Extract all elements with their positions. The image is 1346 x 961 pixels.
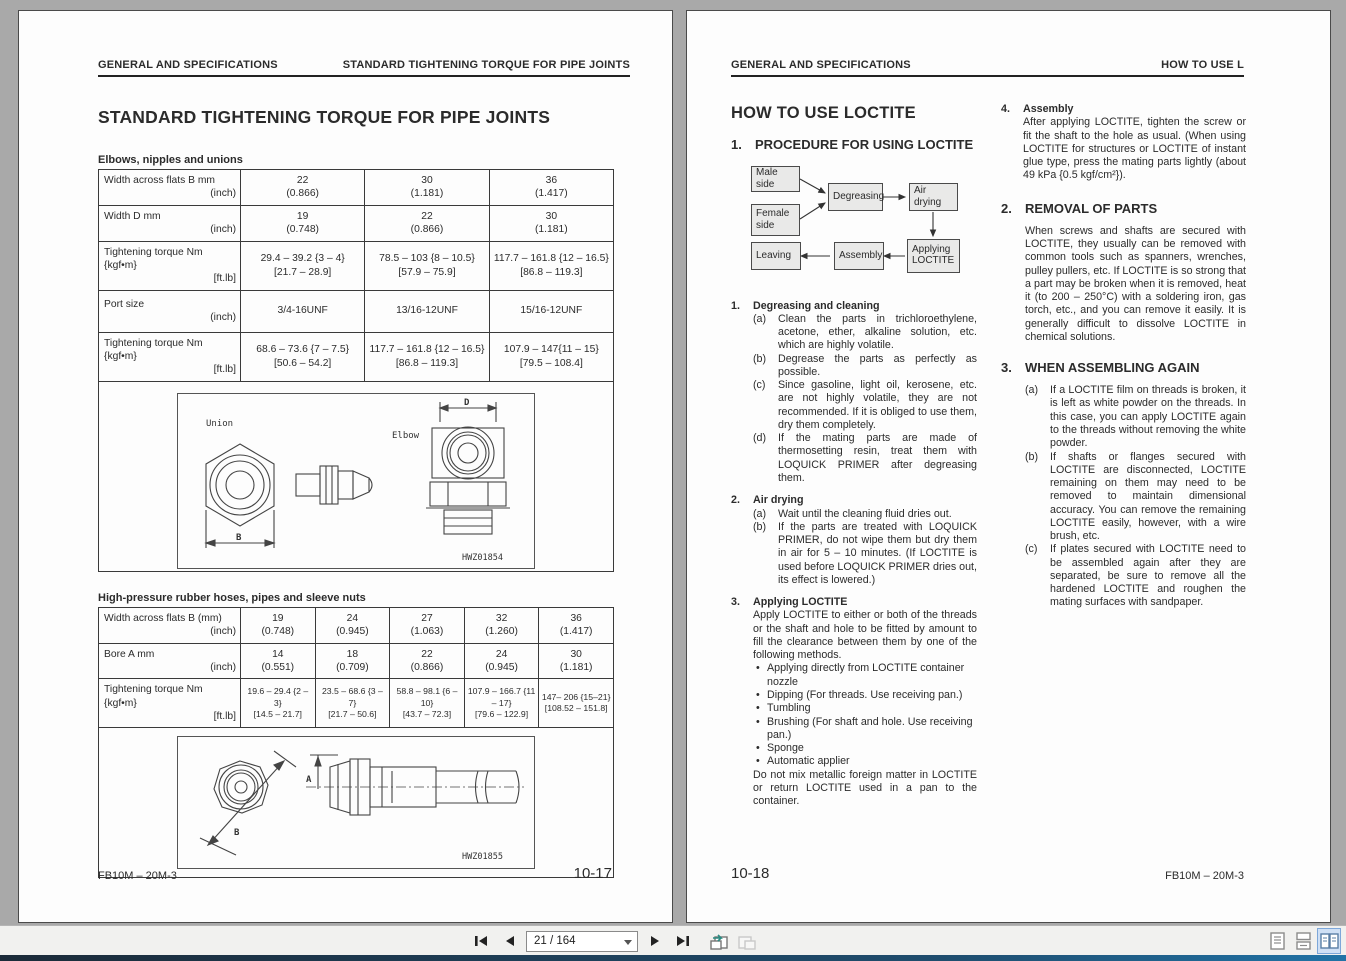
- figure2-code: HWZ01855: [462, 852, 503, 863]
- page-footer: [731, 865, 1244, 882]
- flow-node-air-drying: Air drying: [909, 183, 958, 211]
- table-cell: 22 (0.866): [390, 643, 465, 679]
- table-cell: 29.4 – 39.2 {3 – 4} [21.7 – 28.9]: [241, 241, 365, 290]
- chevron-down-icon[interactable]: [624, 940, 632, 945]
- view-mode-group: [1266, 926, 1340, 956]
- table-cell: 32 (1.260): [464, 607, 539, 643]
- table-cell: 19 (0.748): [241, 607, 316, 643]
- page-header: [731, 59, 1244, 77]
- procedure-heading: [731, 137, 977, 153]
- header-section-label: GENERAL AND SPECIFICATIONS: [731, 59, 911, 71]
- removal-text: When screws and shafts are secured with LOCTITE, they usually can be removed with common tools such as spanners, wrenches, pulley pullers, etc. If LOCTITE is so strong that a part may be broken when it is removed, heat it (to 200 – 250°C) with a soldering iron, gas torch, etc., and you can remove it easily. It is generally difficult to dissolve LOCTITE in chemical solutions.: [1025, 224, 1246, 343]
- previous-page-icon[interactable]: [498, 930, 520, 952]
- assembling-again-heading: 3. WHEN ASSEMBLING AGAIN: [1001, 360, 1200, 376]
- document-page-right: [686, 10, 1331, 923]
- row-label: Width across flats B mm (inch): [99, 170, 241, 206]
- page-footer: [98, 865, 612, 882]
- flow-node-female-side: Female side: [751, 204, 800, 236]
- heading-number: 1.: [731, 137, 742, 153]
- table-cell: 19.6 – 29.4 {2 – 3} [14.5 – 21.7]: [241, 679, 316, 728]
- section-outro: Do not mix metallic foreign matter in LOCTITE or return LOCTITE used in a pan to the container.: [753, 768, 977, 808]
- table-cell: 36 (1.417): [539, 607, 614, 643]
- table-row: [99, 643, 614, 679]
- table-cell: 30 (1.181): [365, 170, 489, 206]
- table-cell: 78.5 – 103 {8 – 10.5} [57.9 – 75.9]: [365, 241, 489, 290]
- table-row: [99, 241, 614, 290]
- heading-text: PROCEDURE FOR USING LOCTITE: [755, 137, 974, 153]
- table-cell: 24 (0.945): [315, 607, 390, 643]
- header-chapter-label: HOW TO USE L: [1161, 59, 1244, 71]
- row-label: Tightening torque Nm {kgf•m} [ft.lb]: [99, 241, 241, 290]
- row-label: Tightening torque Nm {kgf•m} [ft.lb]: [99, 332, 241, 381]
- hose-fitting-figure: [177, 736, 535, 869]
- page-title: STANDARD TIGHTENING TORQUE FOR PIPE JOINTS: [98, 107, 551, 127]
- last-page-icon[interactable]: [672, 930, 694, 952]
- elbow-label: Elbow: [392, 430, 420, 441]
- table-cell: 15/16-12UNF: [489, 290, 613, 332]
- table2-caption: High-pressure rubber hoses, pipes and sleeve nuts: [98, 591, 366, 604]
- table-row: [99, 332, 614, 381]
- flow-node-assembly: Assembly: [834, 242, 884, 270]
- page-header: [98, 59, 630, 77]
- table-row: [99, 679, 614, 728]
- page-title: HOW TO USE LOCTITE: [731, 104, 916, 122]
- page-number: 10-17: [573, 865, 612, 882]
- figure2-frame: [98, 728, 614, 878]
- table1-caption: Elbows, nipples and unions: [98, 154, 243, 166]
- removal-heading: 2. REMOVAL OF PARTS: [1001, 200, 1158, 216]
- table-cell: 30 (1.181): [539, 643, 614, 679]
- table-cell: 3/4-16UNF: [241, 290, 365, 332]
- table-row: [99, 205, 614, 241]
- header-section-label: GENERAL AND SPECIFICATIONS: [98, 59, 278, 71]
- table-cell: 22 (0.866): [365, 205, 489, 241]
- first-page-icon[interactable]: [470, 930, 492, 952]
- row-label: Bore A mm (inch): [99, 643, 241, 679]
- section-applying-loctite: 3. Applying LOCTITE Apply LOCTITE to either or both of the threads or the shaft and hole to be fitted by amount to fill the clearance between them by one of the following methods. • Applying directly from LOCTITE container nozzle • Dipping (For threads. Use receiving pan.) • Tumbling • Brushing (For shaft and hole. Use receiving pan.) • Sponge • Automatic applier Do not mix metallic foreign matter in LOCTITE or return LOCTITE used in a pan to the container.: [731, 596, 977, 808]
- table-cell: 24 (0.945): [464, 643, 539, 679]
- next-page-icon[interactable]: [644, 930, 666, 952]
- row-label: Tightening torque Nm {kgf•m} [ft.lb]: [99, 679, 241, 728]
- table-cell: 36 (1.417): [489, 170, 613, 206]
- model-code: FB10M – 20M-3: [98, 870, 177, 882]
- section-text: After applying LOCTITE, tighten the screw or fit the shaft to the hole as usual. (When using LOCTITE for structures or LOCTITE of instant glue type, press the mating parts lightly (about 49 kPa {0.5 kgf/cm²}).: [1023, 116, 1246, 182]
- section-title: Assembly: [1023, 103, 1074, 115]
- union-elbow-figure: [177, 393, 535, 569]
- section-air-drying: 2. Air drying (a) Wait until the cleaning fluid dries out. (b) If the parts are treated with LOQUICK PRIMER, do not wipe them but dry them in air for 5 – 10 minutes. (If LOCTITE is used before LOQUICK PRIMER dries out, its effect is lowered.): [731, 494, 977, 586]
- table-cell: 22 (0.866): [241, 170, 365, 206]
- table-cell: 117.7 – 161.8 {12 – 16.5} [86.8 – 119.3]: [489, 241, 613, 290]
- figure1-frame: [98, 382, 614, 572]
- union-elbow-drawing: [178, 394, 536, 570]
- section-intro: Apply LOCTITE to either or both of the threads or the shaft and hole to be fitted by amount to fill the clearance between them by one of the following methods.: [753, 609, 977, 662]
- table-row: [99, 290, 614, 332]
- assembling-again-items: (a) If a LOCTITE film on threads is broken, it is left as white powder on the threads. In this case, you can apply LOCTITE again to the threads without removing the white powder. (b) If shafts or flanges secured with LOCTITE are disconnected, LOCTITE remaining on them may need to be removed to maintain dimensional accuracy. You can remove the remaining LOCTITE easily, however, with a wire brush, etc. (c) If plates secured with LOCTITE need to be assembled again after they are separated, be sure to remove all the hardened LOCTITE and roughen the mating surfaces with sandpaper.: [1025, 384, 1246, 609]
- page-number: 10-18: [731, 865, 770, 882]
- row-label: Width across flats B (mm) (inch): [99, 607, 241, 643]
- elbows-torque-table: [98, 169, 614, 382]
- dim-b2-label: B: [234, 828, 240, 839]
- table-row: [99, 170, 614, 206]
- document-page-left: [18, 10, 673, 923]
- table-cell: 147– 206 {15–21} [108.52 – 151.8]: [539, 679, 614, 728]
- single-page-view-icon[interactable]: [1266, 929, 1288, 953]
- status-bar: [0, 955, 1346, 961]
- dim-b-label: B: [236, 532, 242, 543]
- hoses-torque-table: [98, 607, 614, 729]
- figure1-code: HWZ01854: [462, 552, 503, 563]
- dual-page-view-icon[interactable]: [1318, 929, 1340, 953]
- table-cell: 117.7 – 161.8 {12 – 16.5} [86.8 – 119.3]: [365, 332, 489, 381]
- table-cell: 58.8 – 98.1 {6 – 10} [43.7 – 72.3]: [390, 679, 465, 728]
- table-cell: 13/16-12UNF: [365, 290, 489, 332]
- table-cell: 27 (1.063): [390, 607, 465, 643]
- page-number-input[interactable]: 21 / 164: [526, 931, 638, 952]
- table-cell: 68.6 – 73.6 {7 – 7.5} [50.6 – 54.2]: [241, 332, 365, 381]
- section-title: Degreasing and cleaning: [753, 299, 880, 312]
- flow-node-leaving: Leaving: [751, 242, 801, 270]
- column-right: [1001, 77, 1246, 808]
- flow-node-applying-loctite: Applying LOCTITE: [907, 239, 960, 273]
- dim-a-label: A: [306, 775, 312, 786]
- table-cell: 30 (1.181): [489, 205, 613, 241]
- page-navigation: [470, 926, 758, 956]
- model-code: FB10M – 20M-3: [1165, 870, 1244, 882]
- dim-d-label: D: [464, 397, 470, 408]
- row-label: Width D mm (inch): [99, 205, 241, 241]
- continuous-view-icon[interactable]: [1292, 929, 1314, 953]
- section-title: Applying LOCTITE: [753, 596, 848, 609]
- flow-node-degreasing: Degreasing: [828, 183, 883, 211]
- hose-fitting-drawing: [178, 737, 536, 870]
- row-label: Port size (inch): [99, 290, 241, 332]
- loctite-flowchart: [731, 162, 977, 284]
- viewer-toolbar: [0, 925, 1346, 955]
- table-cell: 107.9 – 147{11 – 15} [79.5 – 108.4]: [489, 332, 613, 381]
- previous-view-icon[interactable]: [708, 930, 730, 952]
- section-title: Air drying: [753, 494, 804, 507]
- flow-node-male-side: Male side: [751, 166, 800, 192]
- table-cell: 18 (0.709): [315, 643, 390, 679]
- table-cell: 14 (0.551): [241, 643, 316, 679]
- table-cell: 23.5 – 68.6 {3 – 7} [21.7 – 50.6]: [315, 679, 390, 728]
- header-chapter-label: STANDARD TIGHTENING TORQUE FOR PIPE JOINTS: [342, 59, 630, 71]
- table-cell: 19 (0.748): [241, 205, 365, 241]
- table-row: [99, 607, 614, 643]
- union-label: Union: [206, 418, 234, 429]
- section-assembly: 4. Assembly After applying LOCTITE, tighten the screw or fit the shaft to the hole as usual. (When using LOCTITE for structures or LOCTITE of instant glue type, press the mating parts lightly (about 49 kPa {0.5 kgf/cm²}).: [1001, 103, 1246, 182]
- section-degreasing: 1. Degreasing and cleaning (a) Clean the parts in trichloroethylene, acetone, ether, alkaline solution, etc. which are highly volatile. (b) Degrease the parts as perfectly as possible. (c) Since gasoline, light oil, kerosene, etc. are not highly volatile, they are not recommended. If it is obliged to use them, dry them completely. (d) If the mating parts are made of thermosetting resin, treat them with LOQUICK PRIMER after degreasing them.: [731, 299, 977, 485]
- methods-list: • Applying directly from LOCTITE container nozzle • Dipping (For threads. Use receiving pan.) • Tumbling • Brushing (For shaft and hole. Use receiving pan.) • Sponge • Automatic applier: [756, 662, 973, 768]
- column-left: [731, 77, 977, 808]
- next-view-icon[interactable]: [736, 930, 758, 952]
- table-cell: 107.9 – 166.7 {11 – 17} [79.6 – 122.9]: [464, 679, 539, 728]
